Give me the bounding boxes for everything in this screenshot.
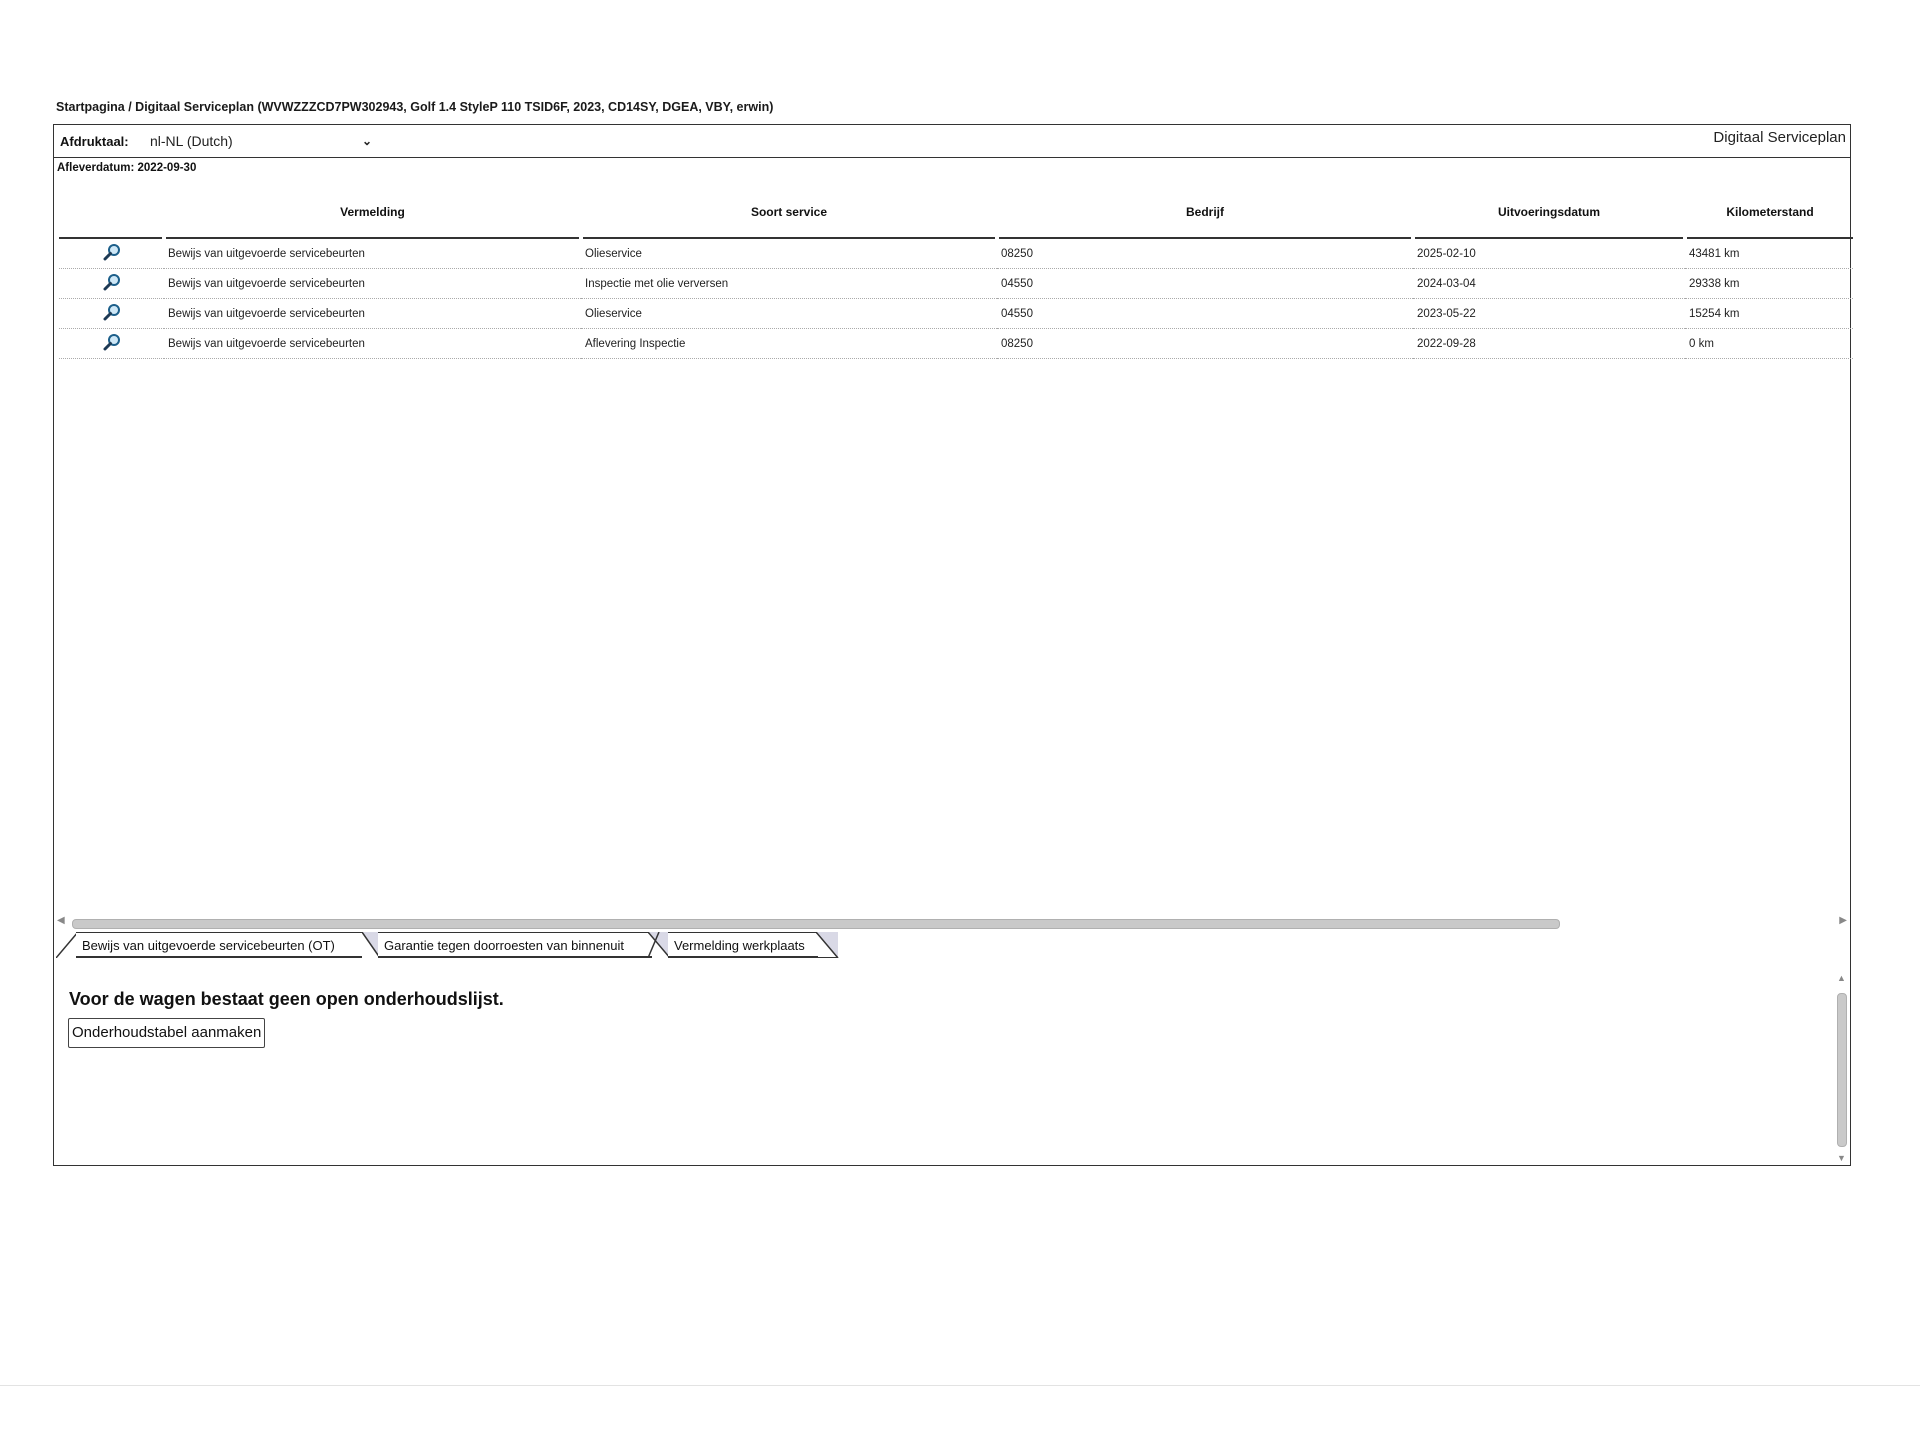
service-history-table bbox=[59, 187, 1853, 359]
print-language-label: Afdruktaal: bbox=[60, 134, 129, 149]
cell-bedrijf: 04550 bbox=[997, 269, 1413, 299]
cell-uitvoeringsdatum: 2023-05-22 bbox=[1413, 299, 1685, 329]
cell-kilometerstand: 15254 km bbox=[1685, 299, 1853, 329]
column-header-bedrijf[interactable]: Bedrijf bbox=[997, 187, 1413, 238]
view-detail-button[interactable] bbox=[59, 329, 164, 359]
table-row[interactable] bbox=[59, 329, 1853, 359]
breadcrumb: Startpagina / Digitaal Serviceplan (WVWZZZCD7PW302943, Golf 1.4 StyleP 110 TSID6F, 2023, CD14SY, DGEA, VBY, erwin) bbox=[56, 100, 774, 114]
print-language-value: nl-NL (Dutch) bbox=[150, 133, 233, 149]
cell-soort-service: Aflevering Inspectie bbox=[581, 329, 997, 359]
cell-vermelding: Bewijs van uitgevoerde servicebeurten bbox=[164, 269, 581, 299]
column-header-icon bbox=[59, 187, 164, 238]
cell-bedrijf: 08250 bbox=[997, 238, 1413, 269]
delivery-date: Afleverdatum: 2022-09-30 bbox=[57, 162, 197, 174]
cell-vermelding: Bewijs van uitgevoerde servicebeurten bbox=[164, 329, 581, 359]
column-header-vermelding[interactable]: Vermelding bbox=[164, 187, 581, 238]
cell-bedrijf: 08250 bbox=[997, 329, 1413, 359]
cell-kilometerstand: 0 km bbox=[1685, 329, 1853, 359]
cell-soort-service: Inspectie met olie verversen bbox=[581, 269, 997, 299]
tab-servicebeurten[interactable] bbox=[76, 932, 362, 958]
table-header-row bbox=[59, 187, 1853, 238]
column-header-kilometerstand[interactable]: Kilometerstand bbox=[1685, 187, 1853, 238]
cell-soort-service: Olieservice bbox=[581, 238, 997, 269]
magnifier-icon bbox=[102, 272, 122, 292]
scroll-right-icon[interactable]: ▶ bbox=[1839, 915, 1847, 926]
column-header-soort-service[interactable]: Soort service bbox=[581, 187, 997, 238]
table-row[interactable] bbox=[59, 238, 1853, 269]
print-language-select[interactable] bbox=[144, 129, 380, 153]
magnifier-icon bbox=[102, 302, 122, 322]
tab-label: Garantie tegen doorroesten van binnenuit bbox=[384, 938, 624, 953]
horizontal-scrollbar[interactable] bbox=[54, 915, 1850, 929]
app-title: Digitaal Serviceplan bbox=[1713, 129, 1846, 146]
vertical-scroll-thumb[interactable] bbox=[1837, 993, 1847, 1147]
create-maintenance-table-button[interactable]: Onderhoudstabel aanmaken bbox=[68, 1018, 265, 1048]
table-row[interactable] bbox=[59, 269, 1853, 299]
cell-bedrijf: 04550 bbox=[997, 299, 1413, 329]
cell-kilometerstand: 29338 km bbox=[1685, 269, 1853, 299]
toolbar bbox=[54, 125, 1850, 158]
tab-label: Bewijs van uitgevoerde servicebeurten (OT) bbox=[82, 938, 335, 953]
view-detail-button[interactable] bbox=[59, 269, 164, 299]
tab-content bbox=[54, 961, 1850, 1165]
tab-vermelding-werkplaats[interactable] bbox=[668, 932, 818, 958]
cell-uitvoeringsdatum: 2024-03-04 bbox=[1413, 269, 1685, 299]
tab-garantie-doorroesten[interactable] bbox=[378, 932, 652, 958]
cell-uitvoeringsdatum: 2025-02-10 bbox=[1413, 238, 1685, 269]
cell-soort-service: Olieservice bbox=[581, 299, 997, 329]
vertical-scrollbar[interactable] bbox=[1834, 973, 1848, 1163]
chevron-down-icon: ⌄ bbox=[361, 134, 372, 148]
scroll-left-icon[interactable]: ◀ bbox=[57, 915, 65, 926]
no-maintenance-list-message: Voor de wagen bestaat geen open onderhoudslijst. bbox=[69, 989, 504, 1009]
page-divider bbox=[0, 1385, 1920, 1386]
tab-separator-icon bbox=[648, 932, 670, 958]
tab-end-icon bbox=[816, 932, 840, 958]
tab-label: Vermelding werkplaats bbox=[674, 938, 805, 953]
column-header-uitvoeringsdatum[interactable]: Uitvoeringsdatum bbox=[1413, 187, 1685, 238]
cell-vermelding: Bewijs van uitgevoerde servicebeurten bbox=[164, 299, 581, 329]
view-detail-button[interactable] bbox=[59, 299, 164, 329]
horizontal-scroll-thumb[interactable] bbox=[72, 919, 1560, 929]
scroll-down-icon[interactable]: ▼ bbox=[1837, 1153, 1846, 1163]
scroll-up-icon[interactable]: ▲ bbox=[1837, 973, 1846, 983]
cell-uitvoeringsdatum: 2022-09-28 bbox=[1413, 329, 1685, 359]
service-plan-panel bbox=[53, 124, 1851, 1166]
magnifier-icon bbox=[102, 242, 122, 262]
cell-vermelding: Bewijs van uitgevoerde servicebeurten bbox=[164, 238, 581, 269]
view-detail-button[interactable] bbox=[59, 238, 164, 269]
table-row[interactable] bbox=[59, 299, 1853, 329]
cell-kilometerstand: 43481 km bbox=[1685, 238, 1853, 269]
magnifier-icon bbox=[102, 332, 122, 352]
